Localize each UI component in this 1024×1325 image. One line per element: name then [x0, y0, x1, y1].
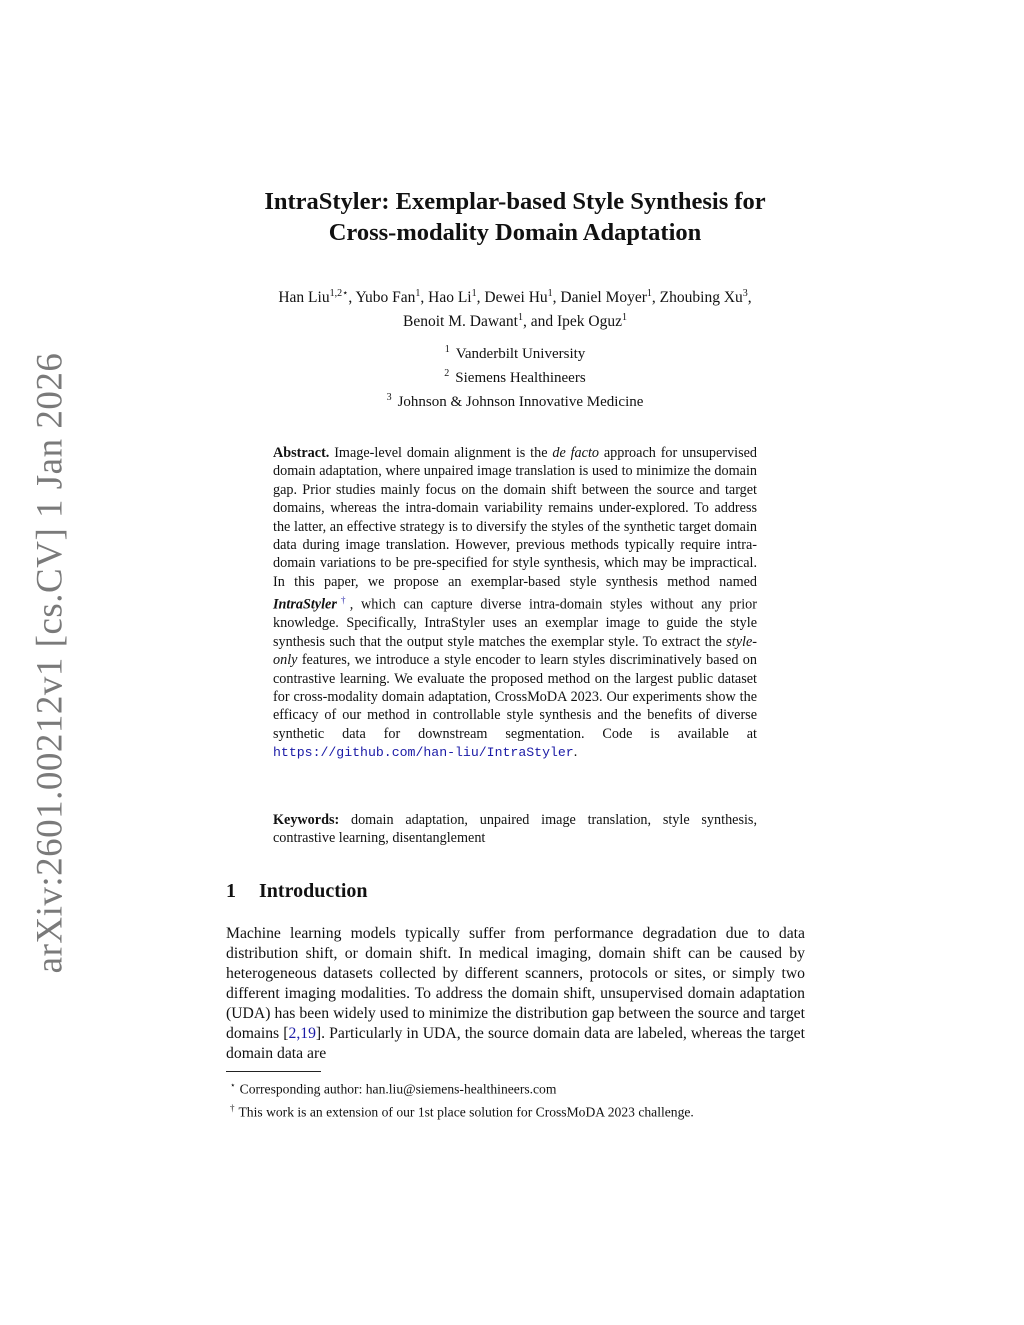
title-line-2: Cross-modality Domain Adaptation — [328, 219, 702, 246]
author-name: Benoit M. Dawant — [403, 313, 518, 331]
method-name: IntraStyler — [273, 596, 337, 613]
author-sup: 3 — [742, 288, 748, 299]
footnote-text: Corresponding author: han.liu@siemens-healthineers.com — [239, 1081, 557, 1097]
citation-link[interactable]: 19 — [300, 1025, 316, 1042]
author-sup: 1 — [547, 288, 553, 299]
intro-text: ]. Particularly in UDA, the source domain data are labeled, whereas the target domain data are — [226, 1025, 805, 1062]
intro-paragraph — [226, 924, 805, 1064]
affiliation-name: Johnson & Johnson Innovative Medicine — [397, 394, 644, 410]
abstract-text: . — [573, 744, 578, 761]
abstract-emph: style-only — [273, 633, 757, 669]
section-number: 1 — [226, 880, 236, 902]
abstract-text: , which can capture diverse intra-domain styles without any prior knowledge. Specifically, IntraStyler uses an exemplar image to guide the style synthesis such that the output style matches the exemplar style. To extract the — [273, 596, 758, 650]
footnote-mark: † — [230, 1102, 235, 1113]
footnote-item — [230, 1076, 830, 1099]
abstract — [273, 444, 757, 763]
title-line-1: IntraStyler: Exemplar-based Style Synthesis for — [264, 188, 766, 215]
affiliation-num: 3 — [386, 392, 392, 403]
author-name: , Zhoubing Xu — [651, 289, 743, 307]
author-sup: 1 — [415, 288, 421, 299]
footnote-text: This work is an extension of our 1st place solution for CrossMoDA 2023 challenge. — [238, 1104, 694, 1120]
affiliation-name: Siemens Healthineers — [455, 370, 586, 386]
affiliation-item — [300, 340, 730, 364]
keywords-text: domain adaptation, unpaired image translation, style synthesis, contrastive learning, disentanglement — [273, 812, 757, 847]
dagger-mark: † — [336, 595, 350, 606]
author-name: Han Liu — [278, 289, 330, 307]
author-name: , Yubo Fan — [348, 289, 416, 307]
footnote-mark: ⋆ — [230, 1080, 236, 1090]
affiliation-num: 2 — [444, 368, 450, 379]
section-title: Introduction — [259, 880, 368, 902]
section-heading — [226, 880, 368, 903]
arxiv-stamp-text: arXiv:2601.00212v1 [cs.CV] 1 Jan 2026 — [29, 352, 71, 974]
abstract-label: Abstract. — [273, 445, 330, 461]
footnote-rule — [226, 1071, 321, 1072]
abstract-text: features, we introduce a style encoder to learn styles discriminatively based on contrastive learning. We evaluate the proposed method on the largest public dataset for cross-modality domain adaptation, CrossMoDA 2023. Our experiments show the efficacy of our method in controllable style synthesis and the benefits of diverse synthetic data for downstream segmentation. Code is available at — [273, 652, 757, 742]
affiliation-num: 1 — [444, 344, 450, 355]
affiliation-item — [300, 388, 730, 412]
abstract-text: approach for unsupervised domain adaptation, where unpaired image translation is used to minimize the domain gap. Prior studies mainly focus on the domain shift between the source and target domains, whereas the intra-domain variability remains under-explored. To address the latter, an effective strategy is to diversify the styles of the synthetic target domain data during image translation. However, previous methods typically require intra-domain variations to be pre-specified for style synthesis, which may be impractical. In this paper, we propose an exemplar-based style synthesis method named — [273, 445, 757, 590]
author-name: , Daniel Moyer — [552, 289, 647, 307]
author-sup: 1 — [621, 312, 627, 324]
intro-text: Machine learning models typically suffer from performance degradation due to data distribution shift, or domain shift. In medical imaging, domain shift can be caused by heterogeneous datasets collected by different scanners, protocols or sites, or simply two different imaging modalities. To address the domain shift, unsupervised domain adaptation (UDA) has been widely used to minimize the distribution gap between the source and target domains [ — [226, 925, 805, 1042]
author-name: , and Ipek Oguz — [522, 313, 622, 331]
arxiv-stamp — [29, 352, 71, 974]
author-sup: 1 — [646, 288, 652, 299]
citation-sep: , — [296, 1025, 301, 1042]
author-sup: 1,2⋆ — [329, 288, 349, 299]
affiliation-list — [300, 340, 730, 412]
code-link[interactable]: https://github.com/han-liu/IntraStyler — [273, 745, 574, 761]
footnotes — [230, 1076, 830, 1121]
keywords — [273, 811, 757, 848]
author-sup: 1 — [471, 288, 477, 299]
author-name: , Hao Li — [420, 289, 472, 307]
keywords-label: Keywords: — [273, 812, 340, 828]
abstract-emph: de facto — [552, 445, 599, 461]
author-sep: , — [747, 289, 752, 307]
citation-link[interactable]: 2 — [288, 1025, 297, 1042]
affiliation-item — [300, 364, 730, 388]
author-name: , Dewei Hu — [476, 289, 548, 307]
affiliation-name: Vanderbilt University — [455, 346, 586, 362]
abstract-text: Image-level domain alignment is the — [329, 445, 553, 461]
author-sup: 1 — [517, 312, 523, 324]
paper-title — [200, 186, 830, 248]
footnote-item — [230, 1099, 830, 1122]
author-list — [180, 284, 850, 332]
